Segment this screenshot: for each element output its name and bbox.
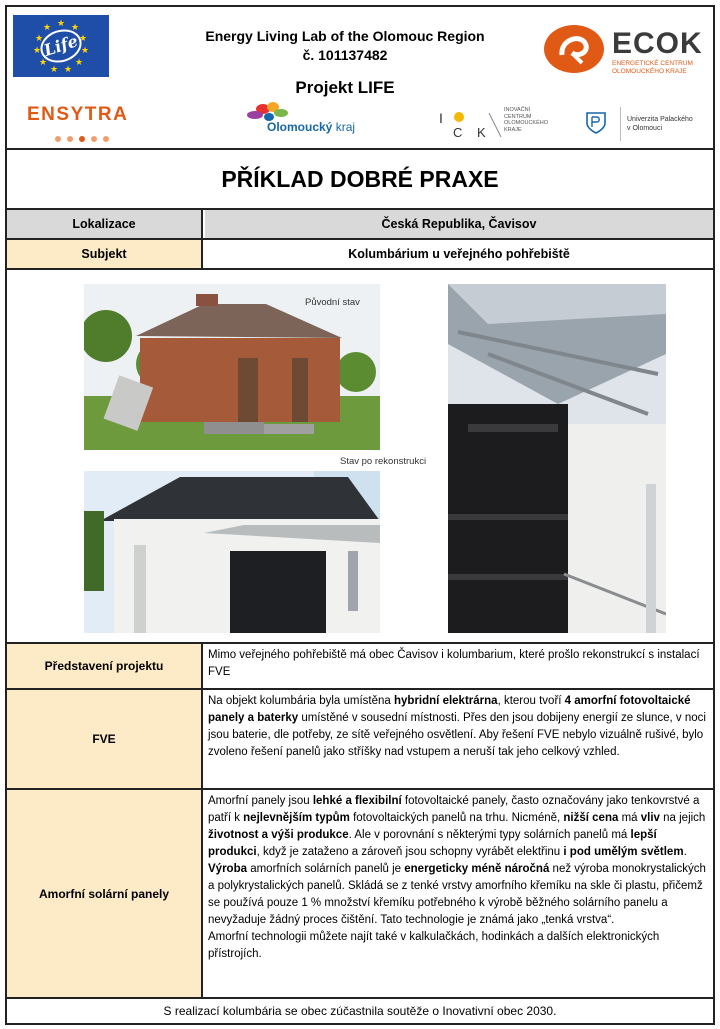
document-page [5, 5, 715, 1025]
caption-after-reconstruction: Stav po rekonstrukci [340, 456, 427, 467]
upol-shield-icon [585, 111, 607, 135]
olomoucky-light: kraj [335, 120, 356, 134]
predstaveni-text: Mimo veřejného pohřebiště má obec Čavisov i kolumbarium, které prošlo rekonstrukcí s instalací FVE [208, 649, 700, 678]
eu-life-logo: ★ ★ ★ ★ ★ ★ ★ ★ ★ ★ ★ Life [13, 15, 109, 77]
am-t10: než výroba monokrystalických a polykrystalických panelů. Skládá se z tenké vrstvy amorfního křemíku na skle či plastu, přičemž se používá pouze 1 % množství křemíku potřebného k výrobě běžného solárního panelu a nevyžaduje žádný proces čištění. Tato technologie je známá jako „tenká vrstva“. [208, 863, 706, 926]
subjekt-label: Subjekt [7, 240, 203, 268]
fve-b1: hybridní elektrárna [394, 695, 498, 707]
photo-original-state [84, 284, 380, 450]
subjekt-value: Kolumbárium u veřejného pohřebiště [348, 247, 570, 261]
predstaveni-row [7, 644, 713, 690]
am-b2: nejlevnějším typům [243, 812, 350, 824]
amorfni-label: Amorfní solární panely [7, 790, 203, 997]
amorfni-row [7, 790, 713, 999]
am-b5: životnost a výši produkce [208, 829, 349, 841]
am-b3: nižší cena [563, 812, 619, 824]
svg-text:C: C [453, 125, 463, 140]
photos-section [7, 270, 713, 644]
document-title: PŘÍKLAD DOBRÉ PRAXE [7, 150, 713, 210]
am-b4: vliv [640, 812, 660, 824]
header-title [167, 27, 523, 65]
icok-text-2: CENTRUM [504, 113, 532, 120]
icok-text [504, 107, 548, 133]
am-b8: Výroba [208, 863, 247, 875]
icok-text-1: INOVAČNÍ [504, 107, 531, 113]
upol-divider [620, 107, 621, 141]
subjekt-row [7, 240, 713, 270]
header-project: Projekt LIFE [295, 78, 395, 97]
predstaveni-label: Představení projektu [7, 644, 203, 688]
caption-original-state: Původní stav [305, 297, 360, 308]
life-logo-text: Life [36, 24, 86, 67]
am-t11: Amorfní technologii můžete najít také v kalkulačkách, hodinkách a dalších elektronických přístrojích. [208, 931, 660, 960]
fve-t3: umístěné v sousední místnosti. Přes den jsou dobijeny energií ze slunce, v noci jsou baterie, dle potřeby, ze sítě veřejného osvětlení. Aby řešení FVE nebylo vizuálně rušivé, bylo zvoleno řešení panelů jako stříšky nad vstupem a neruší tak jeho celkový vzhled. [208, 712, 706, 758]
icok-text-4: KRAJE [504, 126, 522, 133]
am-b7: i pod umělým světlem [563, 846, 684, 858]
ecok-subtitle: ENERGETICKÉ CENTRUM OLOMOUCKÉHO KRAJE [612, 60, 693, 75]
icok-logo-icon [437, 109, 507, 141]
photo-detail-panels [448, 284, 666, 633]
fve-text [205, 690, 713, 761]
am-t4: má [618, 812, 641, 824]
icok-text-3: OLOMOUCKÉHO [504, 120, 549, 126]
footer-note: S realizací kolumbária se obec zúčastnila soutěže o Inovativní obec 2030. [163, 1004, 557, 1018]
upol-line1: Univerzita Palackého [627, 116, 693, 123]
am-b6: lepší produkci [208, 829, 657, 858]
am-b1: lehké a flexibilní [312, 795, 402, 807]
olomoucky-kraj-text [267, 120, 355, 134]
ecok-logo-icon [542, 23, 606, 75]
am-t5: na jejich [659, 812, 706, 824]
ecok-name: ECOK [612, 27, 703, 60]
am-t9: amorfních solárních panelů je [247, 863, 405, 875]
am-b9: energeticky méně náročná [404, 863, 550, 875]
ensytra-dots [55, 129, 125, 135]
am-t3: fotovoltaických panelů na trhu. Nicméně, [349, 812, 564, 824]
am-t7: , když je zataženo a zároveň jsou schopny vyrábět elektřinu [256, 846, 564, 858]
header-title-line1: Energy Living Lab of the Olomouc Region [205, 28, 485, 44]
fve-row [7, 690, 713, 790]
svg-text:I: I [439, 110, 443, 126]
svg-text:K: K [477, 125, 486, 140]
upol-line2: v Olomouci [627, 125, 663, 132]
fve-label: FVE [7, 690, 203, 788]
header [7, 7, 713, 150]
lokalizace-label: Lokalizace [7, 210, 203, 238]
header-title-line2: č. 101137482 [302, 47, 388, 63]
amorfni-text [205, 790, 713, 963]
fve-t1: Na objekt kolumbária byla umístěna [208, 695, 395, 707]
lokalizace-value: Česká Republika, Čavisov [205, 210, 713, 238]
fve-b2: 4 amorfní fotovoltaické panely a baterky [208, 695, 691, 724]
olomoucky-bold: Olomoucký [267, 120, 333, 134]
lokalizace-row [7, 210, 713, 240]
am-t8: . [683, 846, 687, 858]
ensytra-logo: ENSYTRA [27, 104, 129, 125]
am-t2: fotovoltaické panely, často označovány jako tenkovrstvé a patří k [208, 795, 700, 824]
upol-text [627, 115, 693, 133]
am-t1: Amorfní panely jsou [208, 795, 313, 807]
photo-after-reconstruction [84, 471, 380, 633]
fve-t2: , kterou tvoří [497, 695, 565, 707]
am-t6: . Ale v porovnání s některými typy solárních panelů má [348, 829, 631, 841]
